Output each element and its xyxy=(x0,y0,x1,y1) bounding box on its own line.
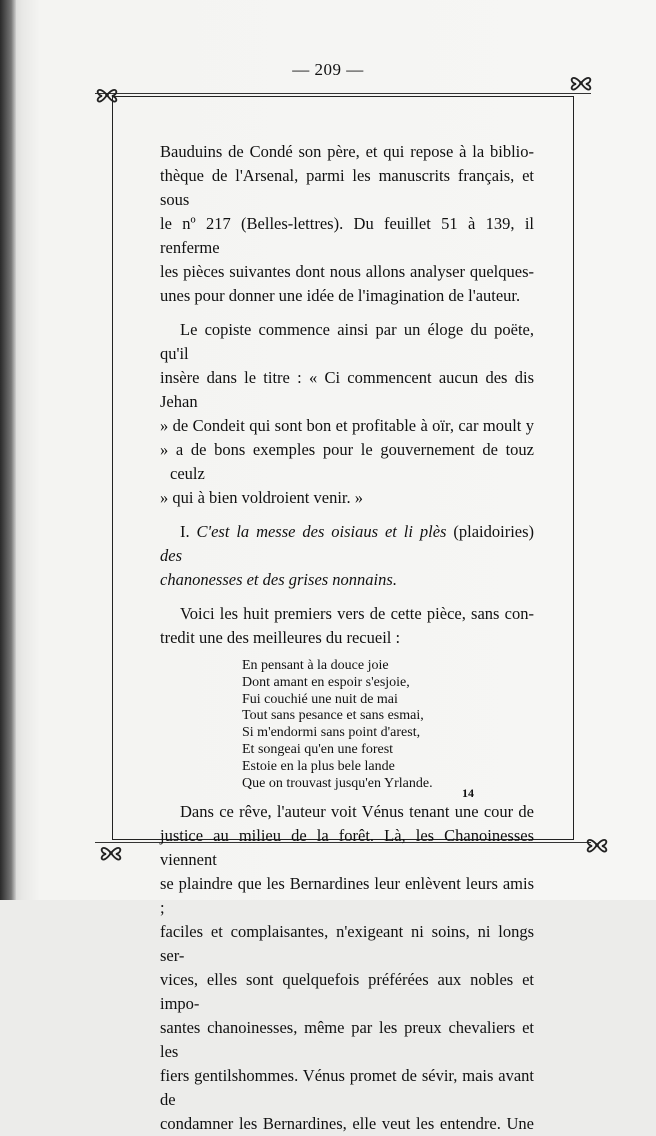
text-line: santes chanoinesses, même par les preux chevaliers et les xyxy=(160,1018,534,1062)
text-line: » de Condeit qui sont bon et profitable à oïr, car moult y xyxy=(160,416,534,435)
verse-line: Fui couchié une nuit de mai xyxy=(242,691,398,707)
paragraph-3 xyxy=(160,602,534,650)
verse-line: Tout sans pesance et sans esmai, xyxy=(242,708,424,724)
verse-line: Dont amant en espoir s'esjoie, xyxy=(242,674,410,690)
verse-line: En pensant à la douce joie xyxy=(242,658,389,673)
corner-ornament-bottom-right-icon xyxy=(582,830,612,860)
text-line: Dans ce rêve, l'auteur voit Vénus tenant une cour de xyxy=(180,802,534,822)
paragraph-2 xyxy=(160,318,534,510)
text-line: justice au milieu de la forêt. Là, les Chanoinesses viennent xyxy=(160,826,534,870)
heading-des: des xyxy=(160,546,182,565)
text-line: Bauduins de Condé son père, et qui repose à la biblio- xyxy=(160,142,534,161)
text-line: condamner les Bernardines, elle veut les entendre. Une xyxy=(160,1114,534,1134)
text-line: les pièces suivantes dont nous allons analyser quelques- xyxy=(160,262,534,281)
paragraph-1 xyxy=(160,140,534,308)
text-line: unes pour donner une idée de l'imagination de l'auteur. xyxy=(160,286,521,305)
corner-ornament-bottom-left-icon xyxy=(96,838,126,868)
text-line: Le copiste commence ainsi par un éloge du poëte, qu'il xyxy=(160,320,534,363)
text-line: » qui à bien voldroient venir. » xyxy=(160,488,364,507)
text-line: le nº 217 (Belles-lettres). Du feuillet 51 à 139, il renferme xyxy=(160,214,534,257)
verse-line: Que on trouvast jusqu'en Yrlande. xyxy=(242,775,433,791)
book-spine-shadow xyxy=(0,0,16,900)
verse-line: Et songeai qu'en une forest xyxy=(242,741,394,757)
text-line: fiers gentilshommes. Vénus promet de sévir, mais avant de xyxy=(160,1066,534,1110)
text-line: vices, elles sont quelquefois préférées aux nobles et impo- xyxy=(160,970,534,1014)
heading-gloss: (plaidoiries) xyxy=(453,522,535,541)
heading-number: I. xyxy=(180,522,190,541)
corner-ornament-top-left-icon xyxy=(92,80,122,110)
corner-ornament-top-right-icon xyxy=(566,68,596,98)
signature-mark: 14 xyxy=(462,786,474,800)
paragraph-4 xyxy=(160,800,534,1136)
heading-title: C'est la messe des oisiaus et li plès xyxy=(196,522,447,541)
verse-line: Si m'endormi sans point d'arest, xyxy=(242,725,421,741)
text-line: faciles et complaisantes, n'exigeant ni soins, ni longs ser- xyxy=(160,922,534,966)
section-heading xyxy=(160,520,534,592)
body-text xyxy=(160,140,534,1136)
text-line: Voici les huit premiers vers de cette pièce, sans con- xyxy=(180,604,534,623)
text-line: thèque de l'Arsenal, parmi les manuscrits français, et sous xyxy=(160,166,534,209)
verse-line: Estoie en la plus bele lande xyxy=(242,758,395,774)
text-line: » a de bons exemples pour le gouvernement de touz ceulz xyxy=(160,440,534,483)
text-line: tredit une des meilleures du recueil : xyxy=(160,628,401,647)
text-line: se plaindre que les Bernardines leur enlèvent leurs amis ; xyxy=(160,874,534,918)
page-number: — 209 — xyxy=(292,60,364,79)
verse-quotation xyxy=(242,658,534,792)
heading-line-2: chanonesses et des grises nonnains. xyxy=(160,570,397,589)
text-line: insère dans le titre : « Ci commencent aucun des dis Jehan xyxy=(160,368,534,411)
